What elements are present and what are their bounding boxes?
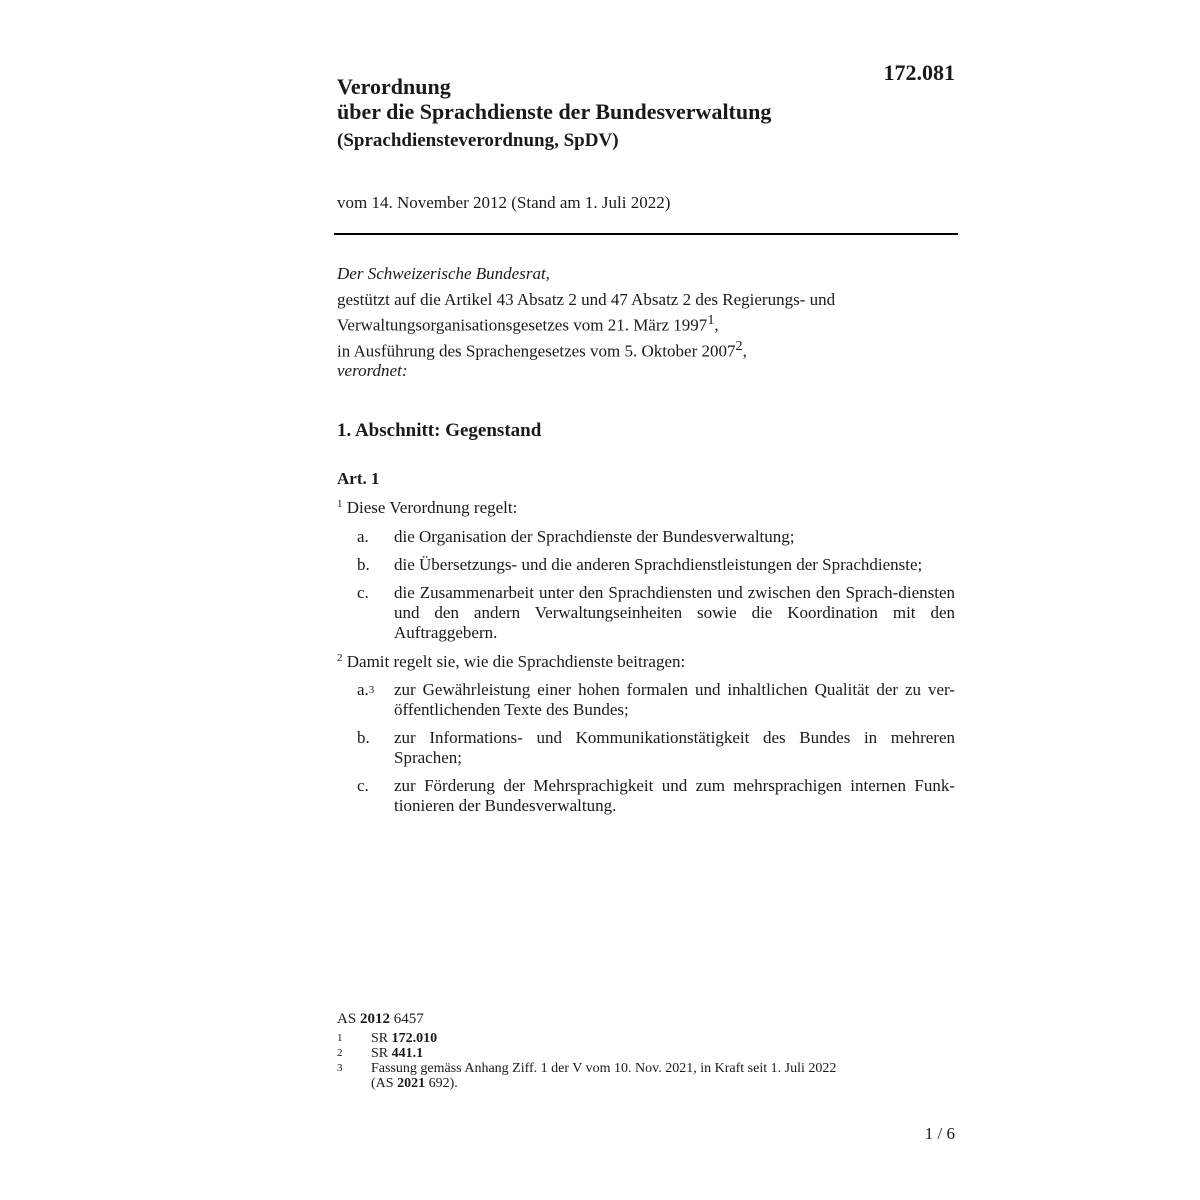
paragraph-number: 1 [337, 498, 343, 510]
document-subtitle: (Sprachdiensteverordnung, SpDV) [337, 130, 619, 151]
section-heading: 1. Abschnitt: Gegenstand [337, 420, 542, 441]
preamble-basis-1: gestützt auf die Artikel 43 Absatz 2 und 47 Absatz 2 des Regierungs- und [337, 290, 836, 309]
preamble-authority: Der Schweizerische Bundesrat, [337, 264, 550, 283]
footnote-2: 2 SR 441.1 [337, 1046, 424, 1061]
list-item: a. die Organisation der Sprachdienste der Bundesverwaltung; [357, 527, 795, 546]
as-reference: AS 2012 6457 [337, 1011, 424, 1027]
sr-number: 172.081 [883, 60, 955, 85]
title-line-1: Verordnung [337, 74, 451, 99]
paragraph-number: 2 [337, 652, 343, 664]
paragraph-1-intro: $^1$ Diese Verordnung regelt: [337, 498, 518, 517]
list-item: a.$^3$ zur Gewährleistung einer hohen formalen und inhaltlichen Qualität der zu ver-öffentlichenden Texte des Bundes; [357, 680, 955, 719]
list-item: b. die Übersetzungs- und die anderen Sprachdienstleistungen der Sprachdienste; [357, 555, 923, 574]
preamble [337, 264, 957, 381]
footnote-ref-3[interactable]: 3 [368, 684, 375, 696]
title-divider [334, 233, 958, 235]
preamble-verordnet: verordnet: [337, 361, 408, 381]
preamble-basis-3: in Ausführung des Sprachengesetzes vom 5. Oktober 2007$^2$, [337, 337, 747, 361]
footnote-ref-2[interactable]: 2 [735, 337, 743, 354]
date-line: vom 14. November 2012 (Stand am 1. Juli 2022) [337, 193, 671, 212]
footnote-ref-1[interactable]: 1 [707, 312, 715, 328]
list-item: c. zur Förderung der Mehrsprachigkeit und zum mehrsprachigen internen Funk-tionieren der Bundesverwaltung. [357, 776, 955, 815]
document-title [337, 74, 771, 124]
list-item: c. die Zusammenarbeit unter den Sprachdiensten und zwischen den Sprach-diensten und den andern Verwaltungseinheiten sowie die Koordination mit den Auftraggebern. [357, 583, 955, 642]
paragraph-2-list [357, 680, 955, 824]
list-item: b. zur Informations- und Kommunikationstätigkeit des Bundes in mehreren Sprachen; [357, 728, 955, 767]
paragraph-1-list [357, 527, 955, 651]
footnote-3: 3 Fassung gemäss Anhang Ziff. 1 der V vom 10. Nov. 2021, in Kraft seit 1. Juli 2022 (AS 2021 692). [337, 1061, 837, 1091]
page-number: 1 / 6 [924, 1124, 955, 1143]
title-line-2: über die Sprachdienste der Bundesverwaltung [337, 99, 772, 124]
footnotes [337, 1031, 937, 1091]
preamble-basis-2: Verwaltungsorganisationsgesetzes vom 21. März 1997$^1$, [337, 312, 719, 335]
footnote-1: 1 SR 172.010 [337, 1031, 438, 1046]
article-heading: Art. 1 [337, 469, 380, 488]
paragraph-2-intro: $^2$ Damit regelt sie, wie die Sprachdienste beitragen: [337, 652, 686, 671]
